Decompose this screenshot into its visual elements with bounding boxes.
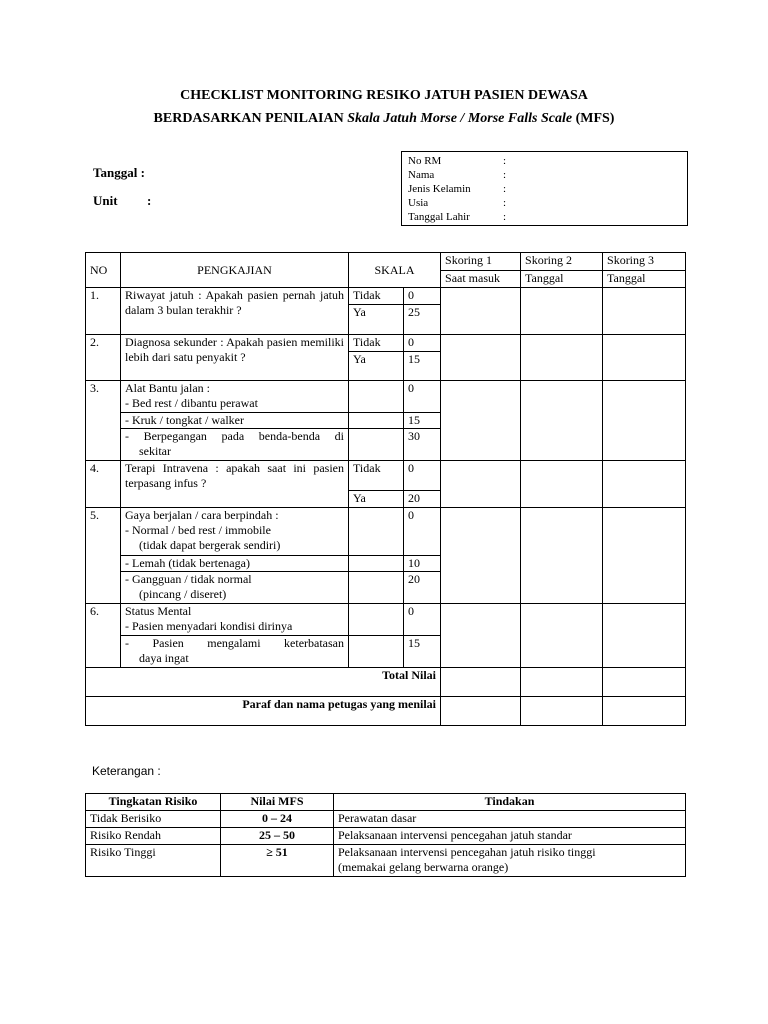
field-colon: : <box>503 211 507 223</box>
risk-header-level: Tingkatan Risiko <box>86 794 221 811</box>
q2-text: Diagnosa sekunder : Apakah pasien memiliki lebih dari satu penyakit ? <box>121 335 349 381</box>
q3-line-a <box>121 381 349 413</box>
paraf-cell-3[interactable] <box>603 697 686 726</box>
q6-opt-empty <box>349 604 404 636</box>
q3-title: Alat Bantu jalan : <box>125 381 210 395</box>
q1-val2: 25 <box>404 305 441 335</box>
unit-colon: : <box>147 193 152 208</box>
table-row <box>86 811 686 828</box>
score-cell[interactable] <box>441 461 521 508</box>
field-colon: : <box>503 169 507 181</box>
table-row <box>86 381 686 413</box>
q1-opt1: Tidak <box>349 288 404 305</box>
q4-opt1: Tidak <box>349 461 404 491</box>
risk-table <box>85 793 686 877</box>
risk-action <box>334 845 686 877</box>
patient-field-usia <box>408 196 507 210</box>
field-colon: : <box>503 183 507 195</box>
q6-no: 6. <box>86 604 121 668</box>
score-cell[interactable] <box>603 604 686 668</box>
q2-val1: 0 <box>404 335 441 352</box>
patient-field-no-rm <box>408 154 507 168</box>
total-cell-1[interactable] <box>441 668 521 697</box>
q5-val3: 20 <box>404 572 441 604</box>
risk-value: 25 – 50 <box>221 828 334 845</box>
q3-opt-empty <box>349 381 404 413</box>
q4-no: 4. <box>86 461 121 508</box>
q4-text: Terapi Intravena : apakah saat ini pasien terpasang infus ? <box>121 461 349 508</box>
q3-a: - Bed rest / dibantu perawat <box>125 396 258 410</box>
tanggal-label: Tanggal : <box>93 165 145 180</box>
q5-c <box>121 572 349 604</box>
score-cell[interactable] <box>441 288 521 335</box>
q3-c <box>121 429 349 461</box>
q6-line-a <box>121 604 349 636</box>
assessment-table <box>85 252 686 726</box>
subtitle-prefix: BERDASARKAN PENILAIAN <box>153 111 348 126</box>
q5-opt-empty <box>349 508 404 556</box>
header-skoring-1-sub: Saat masuk <box>441 271 521 288</box>
score-cell[interactable] <box>521 508 603 604</box>
risk-header-action: Tindakan <box>334 794 686 811</box>
keterangan-label: Keterangan : <box>92 764 161 778</box>
table-row <box>86 461 686 491</box>
header-pengkajian: PENGKAJIAN <box>121 253 349 288</box>
field-label: No RM <box>408 155 442 167</box>
q5-a1: - Normal / bed rest / immobile <box>125 523 271 537</box>
risk-action-line2: (memakai gelang berwarna orange) <box>338 860 509 874</box>
q1-opt2: Ya <box>349 305 404 335</box>
q5-opt-empty <box>349 572 404 604</box>
q3-c2: sekitar <box>139 444 171 458</box>
header-skoring-3-sub: Tanggal <box>603 271 686 288</box>
q6-a: - Pasien menyadari kondisi dirinya <box>125 619 293 633</box>
paraf-cell-2[interactable] <box>521 697 603 726</box>
page-subtitle <box>0 111 768 127</box>
q1-no: 1. <box>86 288 121 335</box>
header-skoring-3: Skoring 3 <box>603 253 686 271</box>
q6-b2: daya ingat <box>139 651 189 665</box>
q6-val1: 0 <box>404 604 441 636</box>
score-cell[interactable] <box>603 335 686 381</box>
q3-c1: - Berpegangan pada benda-benda di <box>125 429 344 443</box>
field-label: Nama <box>408 169 435 181</box>
score-cell[interactable] <box>603 461 686 508</box>
score-cell[interactable] <box>441 508 521 604</box>
score-cell[interactable] <box>603 508 686 604</box>
q6-b1: - Pasien mengalami keterbatasan <box>125 636 344 650</box>
q4-val1: 0 <box>404 461 441 491</box>
table-row <box>86 845 686 877</box>
score-cell[interactable] <box>521 381 603 461</box>
q5-val1: 0 <box>404 508 441 556</box>
subtitle-italic: Skala Jatuh Morse / Morse Falls Scale <box>347 111 573 126</box>
score-cell[interactable] <box>441 604 521 668</box>
risk-value: ≥ 51 <box>221 845 334 877</box>
table-row <box>86 508 686 556</box>
q3-val1: 0 <box>404 381 441 413</box>
unit-label-text: Unit <box>93 193 118 208</box>
table-row <box>86 288 686 305</box>
page-title: CHECKLIST MONITORING RESIKO JATUH PASIEN DEWASA <box>180 88 588 103</box>
unit-label <box>93 193 152 209</box>
patient-field-nama <box>408 168 507 182</box>
table-row <box>86 604 686 636</box>
risk-level: Risiko Tinggi <box>86 845 221 877</box>
header-skoring-1: Skoring 1 <box>441 253 521 271</box>
score-cell[interactable] <box>603 381 686 461</box>
patient-field-tanggal-lahir <box>408 210 507 224</box>
table-row <box>86 697 686 726</box>
q1-val1: 0 <box>404 288 441 305</box>
score-cell[interactable] <box>603 288 686 335</box>
q3-val3: 30 <box>404 429 441 461</box>
score-cell[interactable] <box>441 335 521 381</box>
risk-action: Perawatan dasar <box>334 811 686 828</box>
total-cell-3[interactable] <box>603 668 686 697</box>
header-no: NO <box>86 253 121 288</box>
q2-opt1: Tidak <box>349 335 404 352</box>
q4-val2: 20 <box>404 491 441 508</box>
table-row <box>86 335 686 352</box>
risk-level: Risiko Rendah <box>86 828 221 845</box>
total-cell-2[interactable] <box>521 668 603 697</box>
subtitle-suffix: (MFS) <box>572 111 615 126</box>
q5-line-a <box>121 508 349 556</box>
q5-val2: 10 <box>404 556 441 572</box>
field-label: Tanggal Lahir <box>408 211 470 223</box>
score-cell[interactable] <box>521 335 603 381</box>
risk-level: Tidak Berisiko <box>86 811 221 828</box>
patient-field-jenis-kelamin <box>408 182 507 196</box>
q6-title: Status Mental <box>125 604 192 618</box>
q3-opt-empty <box>349 413 404 429</box>
header-skoring-2-sub: Tanggal <box>521 271 603 288</box>
q6-opt-empty <box>349 636 404 668</box>
q5-title: Gaya berjalan / cara berpindah : <box>125 508 279 522</box>
header-skala: SKALA <box>349 253 441 288</box>
risk-header-value: Nilai MFS <box>221 794 334 811</box>
score-cell[interactable] <box>521 604 603 668</box>
risk-value: 0 – 24 <box>221 811 334 828</box>
q2-no: 2. <box>86 335 121 381</box>
q4-opt2: Ya <box>349 491 404 508</box>
field-label: Jenis Kelamin <box>408 183 471 195</box>
q5-c1: - Gangguan / tidak normal <box>125 572 252 586</box>
q5-opt-empty <box>349 556 404 572</box>
field-label: Usia <box>408 197 429 209</box>
q6-val2: 15 <box>404 636 441 668</box>
field-colon: : <box>503 155 507 167</box>
q1-text: Riwayat jatuh : Apakah pasien pernah jatuh dalam 3 bulan terakhir ? <box>121 288 349 335</box>
q6-b <box>121 636 349 668</box>
q3-val2: 15 <box>404 413 441 429</box>
q2-opt2: Ya <box>349 352 404 381</box>
score-cell[interactable] <box>521 461 603 508</box>
risk-action-line1: Pelaksanaan intervensi pencegahan jatuh risiko tinggi <box>338 845 596 859</box>
score-cell[interactable] <box>521 288 603 335</box>
risk-action: Pelaksanaan intervensi pencegahan jatuh standar <box>334 828 686 845</box>
header-skoring-2: Skoring 2 <box>521 253 603 271</box>
patient-info-box <box>401 151 688 226</box>
q5-a2: (tidak dapat bergerak sendiri) <box>139 538 281 552</box>
q5-b: - Lemah (tidak bertenaga) <box>121 556 349 572</box>
q3-b: - Kruk / tongkat / walker <box>121 413 349 429</box>
score-cell[interactable] <box>441 381 521 461</box>
table-row <box>86 668 686 697</box>
q5-c2: (pincang / diseret) <box>139 587 227 601</box>
paraf-label: Paraf dan nama petugas yang menilai <box>86 697 441 726</box>
field-colon: : <box>503 197 507 209</box>
q5-no: 5. <box>86 508 121 604</box>
paraf-cell-1[interactable] <box>441 697 521 726</box>
q2-val2: 15 <box>404 352 441 381</box>
q3-opt-empty <box>349 429 404 461</box>
total-label: Total Nilai <box>86 668 441 697</box>
table-row <box>86 828 686 845</box>
q3-no: 3. <box>86 381 121 461</box>
